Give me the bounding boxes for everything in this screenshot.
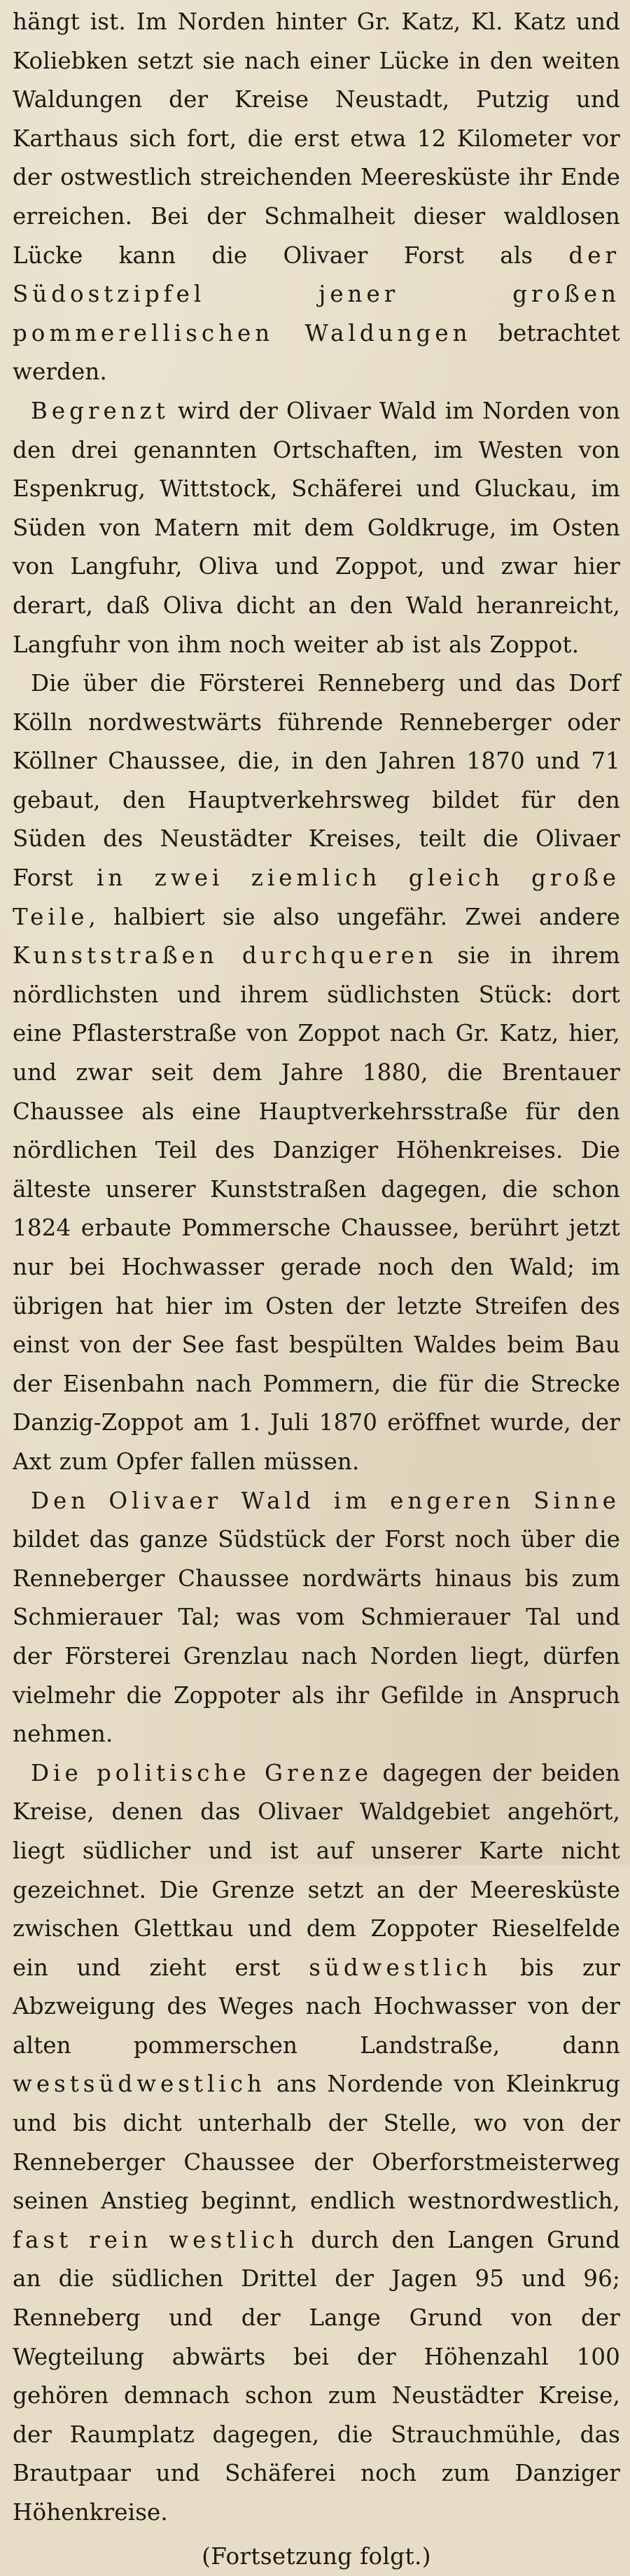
paragraph-1-text-a: hängt ist. Im Norden hinter Gr. Katz, Kl. Katz und Koliebken setzt sie nach einer Lücke in den weiten Waldungen der Kreise Neustadt, Putzig und Karthaus sich fort, die erst etwa 12 Kilometer vor der ostwestlich streichenden Meeresküste ihr Ende erreichen. Bei der Schmalheit dieser waldlosen Lücke kann die Olivaer Forst als	[13, 8, 620, 269]
paragraph-1-text-b: betrachtet werden.	[13, 319, 620, 386]
article-body	[13, 3, 620, 2576]
paragraph-3-text-c: sie in ihrem nördlichsten und ihrem südlichsten Stück: dort eine Pflasterstraße von Zoppot nach Gr. Katz, hier, und zwar seit dem Jahre 1880, die Brentauer Chaussee als eine Hauptverkehrsstraße für den nördlichen Teil des Danziger Höhenkreises. Die älteste unserer Kunststraßen dagegen, die schon 1824 erbaute Pommersche Chaussee, berührt jetzt nur bei Hochwasser gerade noch den Wald; im übrigen hat hier im Osten der letzte Streifen des einst von der See fast bespülten Waldes beim Bau der Eisenbahn nach Pommern, die für die Strecke Danzig-Zoppot am 1. Juli 1870 eröffnet wurde, der Axt zum Opfer fallen müssen.	[13, 942, 620, 1475]
paragraph-5-spaced-text-4: fast rein westlich	[13, 2226, 299, 2253]
paragraph-5-spaced-text-3: westsüdwestlich	[13, 2071, 266, 2098]
paragraph-2-spaced-text: Begrenzt	[31, 397, 169, 424]
paragraph-3-spaced-text-1: in zwei ziemlich gleich große Teile	[13, 864, 620, 930]
paragraph-4	[13, 1482, 620, 1754]
paragraph-5-text-a: dagegen der beiden Kreise, denen das Olivaer Waldgebiet angehört, liegt südlicher und ist auf unserer Karte nicht gezeichnet. Die Grenze setzt an der Meeresküste zwischen Glettkau und dem Zoppoter Rieselfelde ein und zieht erst	[13, 1759, 620, 1981]
paragraph-5-spaced-text-2: südwestlich	[309, 1954, 492, 1981]
paragraph-2-text: wird der Olivaer Wald im Norden von den drei genannten Ortschaften, im Westen von Espenkrug, Wittstock, Schäferei und Gluckau, im Süden von Matern mit dem Goldkruge, im Osten von Langfuhr, Oliva und Zoppot, und zwar hier derart, daß Oliva dicht an den Wald heranreicht, Langfuhr von ihm noch weiter ab ist als Zoppot.	[13, 397, 620, 658]
paragraph-3	[13, 664, 620, 1481]
paragraph-4-spaced-text: Den Olivaer Wald im engeren Sinne	[31, 1487, 620, 1514]
paragraph-5-text-d: durch den Langen Grund an die südlichen Drittel der Jagen 95 und 96; Renneberg und der Lange Grund von der Wegteilung abwärts bei der Höhenzahl 100 gehören demnach schon zum Neustädter Kreise, der Raumplatz dagegen, die Strauchmühle, das Brautpaar und Schäferei noch zum Danziger Höhenkreise.	[13, 2226, 620, 2526]
paragraph-3-spaced-text-2: Kunststraßen durchqueren	[13, 942, 438, 969]
paragraph-1-spaced-text: der Südostzipfel jener großen pommerellischen Waldungen	[13, 241, 620, 346]
continuation-note: (Fortsetzung folgt.)	[202, 2542, 431, 2570]
paragraph-3-text-a: Die über die Försterei Renneberg und das Dorf Kölln nordwestwärts führende Renneberger oder Köllner Chaussee, die, in den Jahren 1870 und 71 gebaut, den Hauptverkehrsweg bildet für den Süden des Neustädter Kreises, teilt die Olivaer Forst	[13, 670, 620, 892]
paragraph-4-text: bildet das ganze Südstück der Forst noch über die Renneberger Chaussee nordwärts hinaus bis zum Schmierauer Tal; was vom Schmierauer Tal und der Försterei Grenzlau nach Norden liegt, dürfen vielmehr die Zoppoter als ihr Gefilde in Anspruch nehmen.	[13, 1526, 620, 1748]
paragraph-5	[13, 1754, 620, 2533]
paragraph-5-text-c: ans Nordende von Kleinkrug und bis dicht unterhalb der Stelle, wo von der Renneberger Chaussee der Oberforstmeisterweg seinen Anstieg beginnt, endlich westnordwestlich,	[13, 2071, 620, 2215]
paragraph-5-text-b: bis zur Abzweigung des Weges nach Hochwasser von der alten pommerschen Landstraße, dann	[13, 1954, 620, 2059]
paragraph-1	[13, 3, 620, 392]
paragraph-5-spaced-text-1: Die politische Grenze	[31, 1759, 373, 1786]
paragraph-2	[13, 392, 620, 664]
paragraph-3-text-b: , halbiert sie also ungefähr. Zwei andere	[88, 903, 620, 930]
